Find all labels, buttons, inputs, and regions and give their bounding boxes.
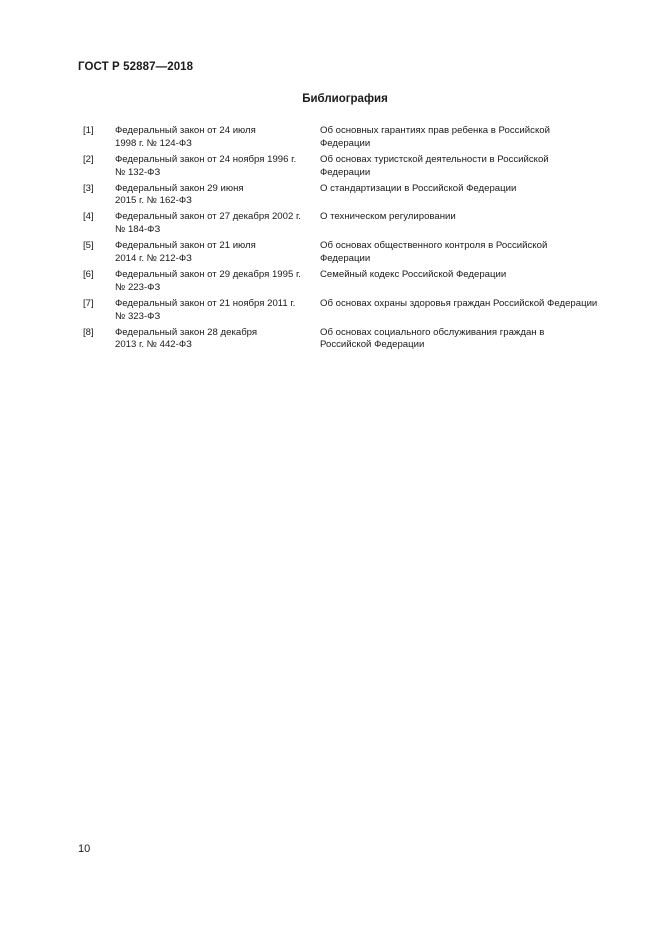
entry-law: Федеральный закон от 24 ноября 1996 г. № 132-ФЗ bbox=[115, 153, 297, 178]
entry-law: Федеральный закон 29 июня 2015 г. № 162-ФЗ bbox=[115, 182, 244, 207]
bibliography-entry bbox=[81, 298, 621, 327]
entry-law: Федеральный закон 28 декабря 2013 г. № 442-ФЗ bbox=[115, 326, 258, 351]
entry-number: [3] bbox=[83, 182, 94, 194]
bibliography-entry bbox=[81, 211, 621, 240]
entry-number: [5] bbox=[83, 240, 94, 252]
entry-subject: Семейный кодекс Российской Федерации bbox=[320, 268, 507, 280]
entry-subject: О техническом регулировании bbox=[320, 211, 456, 223]
entry-number: [4] bbox=[83, 211, 94, 223]
entry-subject: Об основах социального обслуживания граждан в Российской Федерации bbox=[320, 326, 545, 351]
entry-number: [7] bbox=[83, 297, 94, 309]
document-header: ГОСТ Р 52887—2018 bbox=[78, 61, 194, 73]
entry-law: Федеральный закон от 21 ноября 2011 г. № 323-ФЗ bbox=[115, 297, 296, 322]
entry-law: Федеральный закон от 21 июля 2014 г. № 212-ФЗ bbox=[115, 240, 256, 264]
section-title: Библиография bbox=[302, 93, 388, 105]
entry-subject: Об основах общественного контроля в Российской Федерации bbox=[320, 240, 548, 264]
entry-subject: Об основах туристской деятельности в Российской Федерации bbox=[320, 153, 549, 178]
entry-law: Федеральный закон от 27 декабря 2002 г. № 184-ФЗ bbox=[115, 211, 301, 236]
entry-number: [2] bbox=[83, 153, 94, 165]
bibliography-list bbox=[81, 125, 621, 355]
entry-number: [8] bbox=[83, 326, 94, 338]
entry-law: Федеральный закон от 29 декабря 1995 г. № 223-ФЗ bbox=[115, 268, 301, 293]
bibliography-entry bbox=[81, 183, 621, 212]
entry-subject: Об основных гарантиях прав ребенка в Российской Федерации bbox=[320, 125, 550, 149]
entry-subject: Об основах охраны здоровья граждан Российской Федерации bbox=[320, 297, 598, 309]
entry-law: Федеральный закон от 24 июля 1998 г. № 124-ФЗ bbox=[115, 125, 256, 149]
entry-number: [1] bbox=[83, 125, 94, 136]
bibliography-entry bbox=[81, 327, 621, 356]
bibliography-entry bbox=[81, 240, 621, 269]
entry-number: [6] bbox=[83, 268, 94, 280]
bibliography-entry bbox=[81, 154, 621, 183]
bibliography-entry bbox=[81, 125, 621, 154]
bibliography-entry bbox=[81, 269, 621, 298]
entry-subject: О стандартизации в Российской Федерации bbox=[320, 182, 517, 194]
page-number: 10 bbox=[78, 843, 91, 855]
